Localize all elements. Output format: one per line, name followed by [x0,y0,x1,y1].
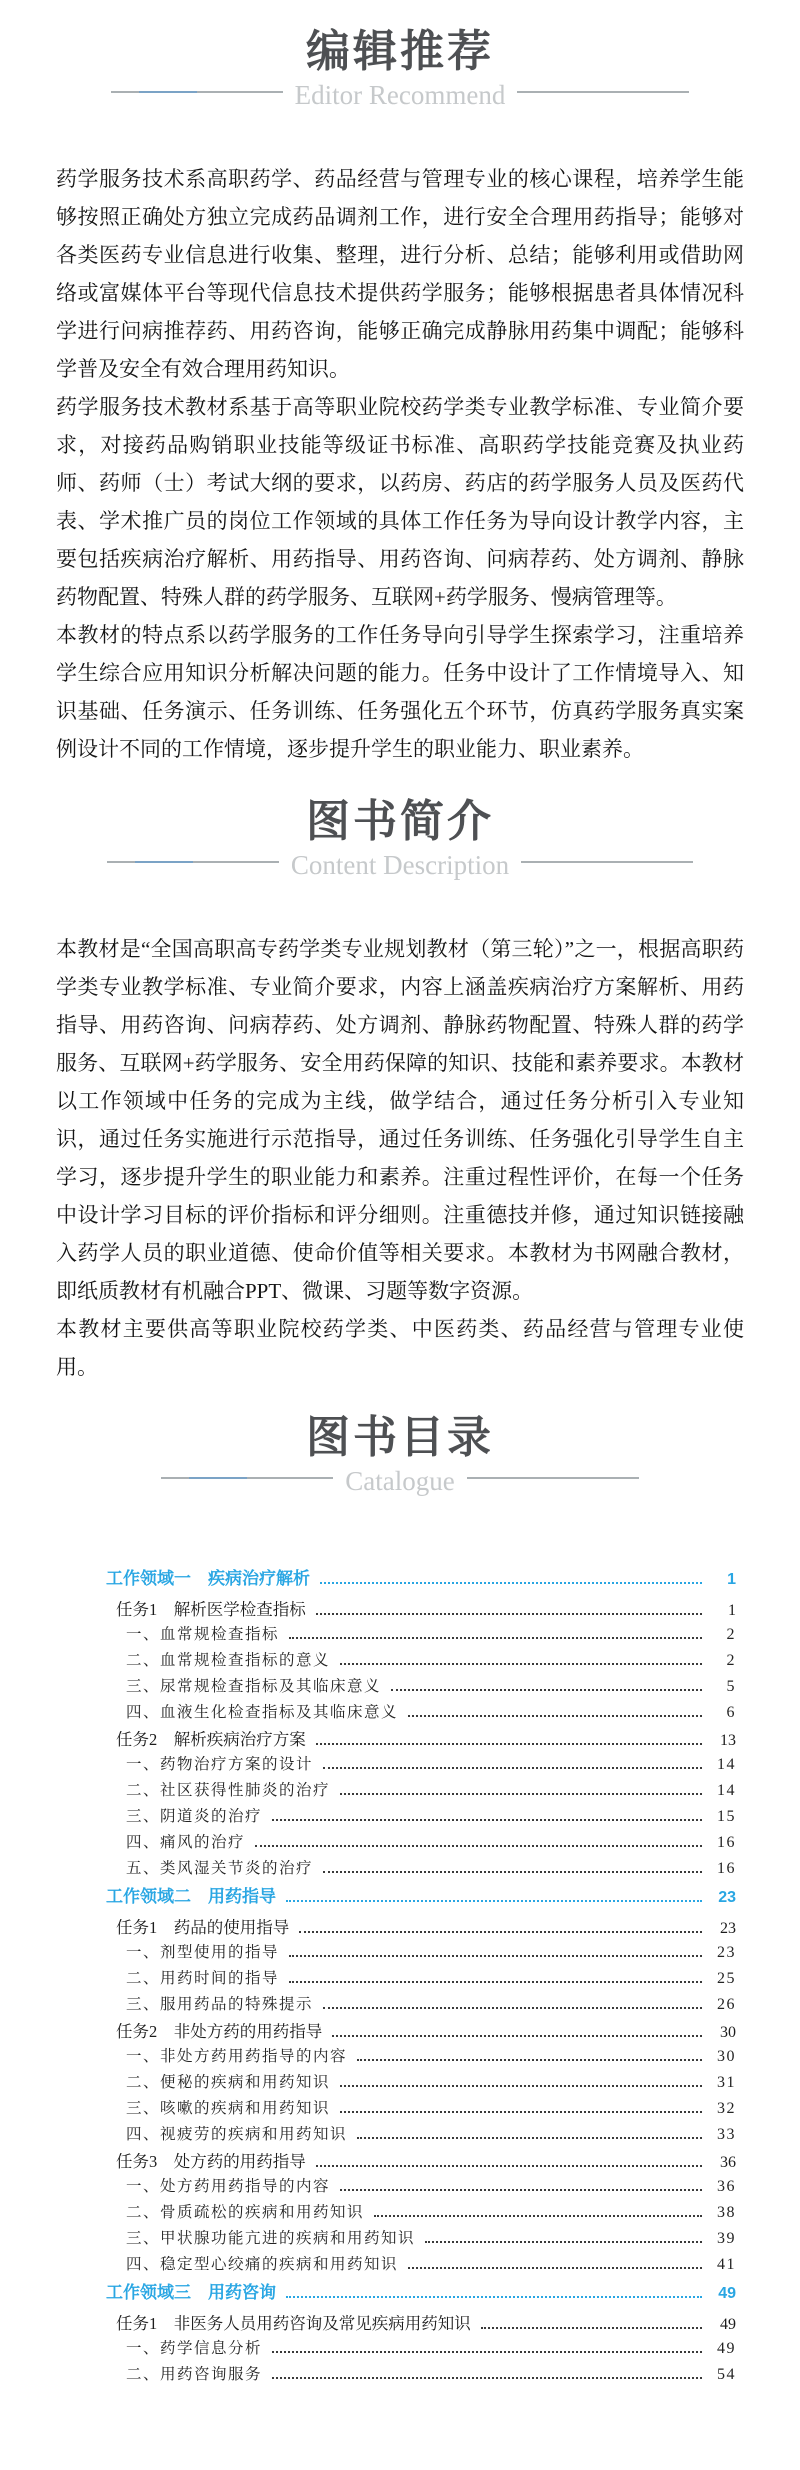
toc-page-number: 49 [720,2316,736,2333]
toc-row [64,1726,736,1752]
toc-leader-dots [425,2241,702,2243]
content-description-header [0,796,800,884]
toc-row [64,1992,736,2018]
toc-entry-label: 五、类风湿关节炎的治疗 [126,1860,314,1877]
toc-leader-dots [289,1955,702,1957]
toc-entry-label: 三、甲状腺功能亢进的疾病和用药知识 [126,2230,416,2247]
toc-row [64,1778,736,1804]
toc-leader-dots [340,2189,702,2191]
divider-line-right [467,1477,639,1479]
toc-page-number: 41 [717,2256,736,2273]
toc-entry-label: 一、药物治疗方案的设计 [126,1756,314,1773]
toc-page-number: 30 [720,2024,736,2041]
toc-leader-dots [272,2377,702,2379]
section-divider-description [0,850,800,884]
toc-leader-dots [289,1637,702,1639]
toc-page-number: 25 [717,1970,736,1987]
toc-entry-label: 三、服用药品的特殊提示 [126,1996,314,2013]
section-title-description: 图书简介 [306,797,494,846]
toc-row [64,2096,736,2122]
toc-entry-label: 二、用药咨询服务 [126,2366,263,2383]
toc-leader-dots [323,1767,702,1769]
toc-row [64,1674,736,1700]
toc-page-number: 36 [720,2154,736,2171]
toc-row [64,1966,736,1992]
toc-leader-dots [340,1793,702,1795]
toc-entry-label: 一、处方药用药指导的内容 [126,2178,331,2195]
toc-page-number: 32 [717,2100,736,2117]
divider-line-left [161,1477,333,1479]
toc-leader-dots [286,1900,702,1902]
toc-entry-label: 工作领域三 用药咨询 [106,2283,276,2302]
toc-entry-label: 任务3 处方药的用药指导 [116,2152,306,2171]
toc-row [64,1564,736,1596]
toc-entry-label: 任务1 药品的使用指导 [116,1918,290,1937]
section-title-editor: 编辑推荐 [306,27,494,76]
toc-entry-label: 任务2 非处方药的用药指导 [116,2022,323,2041]
toc-entry-label: 二、血常规检查指标的意义 [126,1652,331,1669]
toc-entry-label: 四、痛风的治疗 [126,1834,246,1851]
toc-entry-label: 任务2 解析疾病治疗方案 [116,1730,306,1749]
toc-row [64,2310,736,2336]
section-subtitle-catalogue: Catalogue [345,1466,455,1496]
toc-page-number: 16 [717,1834,736,1851]
toc-leader-dots [408,2267,702,2269]
toc-row [64,1856,736,1882]
toc-page-number: 6 [726,1704,736,1721]
editor-recommend-text [56,160,744,768]
toc-row [64,1752,736,1778]
toc-row [64,2174,736,2200]
toc-row [64,2362,736,2388]
toc-row [64,1622,736,1648]
toc-row [64,1830,736,1856]
toc-row [64,1700,736,1726]
toc-entry-label: 任务1 非医务人员用药咨询及常见疾病用药知识 [116,2314,471,2333]
toc-leader-dots [316,1613,702,1615]
toc-leader-dots [481,2327,702,2329]
toc-row [64,1804,736,1830]
section-subtitle-description: Content Description [290,850,510,880]
toc-page-number: 39 [717,2230,736,2247]
toc-leader-dots [323,1871,702,1873]
toc-row [64,2044,736,2070]
toc-entry-label: 三、咳嗽的疾病和用药知识 [126,2100,331,2117]
toc-leader-dots [340,2111,702,2113]
toc-leader-dots [391,1689,702,1691]
toc-page-number: 36 [717,2178,736,2195]
toc-entry-label: 工作领域二 用药指导 [106,1887,276,1906]
toc-row [64,1596,736,1622]
toc-row [64,2018,736,2044]
toc-entry-label: 二、骨质疏松的疾病和用药知识 [126,2204,365,2221]
toc-page-number: 49 [717,2340,736,2357]
toc-row [64,2200,736,2226]
toc-entry-label: 工作领域一 疾病治疗解析 [106,1569,310,1588]
divider-accent-segment [189,1477,247,1479]
toc-page-number: 26 [717,1996,736,2013]
divider-line-right [521,861,693,863]
toc-row [64,1882,736,1914]
toc-entry-label: 任务1 解析医学检查指标 [116,1600,306,1619]
toc-entry-label: 一、血常规检查指标 [126,1626,280,1643]
toc-page-number: 14 [717,1782,736,1799]
toc-entry-label: 三、阴道炎的治疗 [126,1808,263,1825]
toc-leader-dots [272,2351,702,2353]
toc-leader-dots [408,1715,702,1717]
catalogue-header [0,1412,800,1500]
toc-entry-label: 一、非处方药用药指导的内容 [126,2048,348,2065]
toc-list [64,1564,736,2388]
toc-page-number: 14 [717,1756,736,1773]
toc-page-number: 2 [726,1626,736,1643]
paragraph: 药学服务技术系高职药学、药品经营与管理专业的核心课程，培养学生能够按照正确处方独立完成药品调剂工作，进行安全合理用药指导；能够对各类医药专业信息进行收集、整理，进行分析、总结；能够利用或借助网络或富媒体平台等现代信息技术提供药学服务；能够根据患者具体情况科学进行问病推荐药、用药咨询，能够正确完成静脉用药集中调配；能够科学普及安全有效合理用药知识。 [56,167,744,381]
divider-accent-segment [135,861,193,863]
toc-row [64,2336,736,2362]
toc-entry-label: 三、尿常规检查指标及其临床意义 [126,1678,382,1695]
toc-leader-dots [332,2035,702,2037]
toc-entry-label: 一、药学信息分析 [126,2340,263,2357]
toc-leader-dots [374,2215,702,2217]
toc-row [64,1648,736,1674]
toc-leader-dots [320,1582,702,1584]
toc-leader-dots [272,1819,702,1821]
toc-page-number: 5 [726,1678,736,1695]
toc-row [64,1914,736,1940]
toc-leader-dots [299,1931,702,1933]
toc-page-number: 54 [717,2366,736,2383]
toc-entry-label: 二、便秘的疾病和用药知识 [126,2074,331,2091]
toc-leader-dots [316,1743,702,1745]
toc-leader-dots [289,1981,702,1983]
divider-line-right [517,91,689,93]
toc-entry-label: 一、剂型使用的指导 [126,1944,280,1961]
paragraph: 本教材是“全国高职高专药学类专业规划教材（第三轮）”之一，根据高职药学类专业教学标准、专业简介要求，内容上涵盖疾病治疗方案解析、用药指导、用药咨询、问病荐药、处方调剂、静脉药物配置、特殊人群的药学服务、互联网+药学服务、安全用药保障的知识、技能和素养要求。本教材以工作领域中任务的完成为主线，做学结合，通过任务分析引入专业知识，通过任务实施进行示范指导，通过任务训练、任务强化引导学生自主学习，逐步提升学生的职业能力和素养。注重过程性评价，在每一个任务中设计学习目标的评价指标和评分细则。注重德技并修，通过知识链接融入药学人员的职业道德、使命价值等相关要求。本教材为书网融合教材，即纸质教材有机融合PPT、微课、习题等数字资源。 [56,937,744,1303]
toc-page-number: 38 [717,2204,736,2221]
toc-leader-dots [323,2007,702,2009]
toc-page-number: 31 [717,2074,736,2091]
toc-leader-dots [357,2137,702,2139]
toc-row [64,2122,736,2148]
toc-page-number: 1 [728,1602,736,1619]
toc-page-number: 30 [717,2048,736,2065]
toc-leader-dots [316,2165,702,2167]
toc-entry-label: 二、用药时间的指导 [126,1970,280,1987]
divider-line-left [107,861,279,863]
section-divider-catalogue [0,1466,800,1500]
toc-entry-label: 四、视疲劳的疾病和用药知识 [126,2126,348,2143]
toc-leader-dots [255,1845,702,1847]
toc-page-number: 15 [717,1808,736,1825]
toc-row [64,2226,736,2252]
toc-entry-label: 四、稳定型心绞痛的疾病和用药知识 [126,2256,399,2273]
toc-entry-label: 二、社区获得性肺炎的治疗 [126,1782,331,1799]
divider-accent-segment [139,91,197,93]
toc-row [64,2252,736,2278]
toc-leader-dots [340,1663,702,1665]
toc-row [64,2278,736,2310]
toc-page-number: 23 [720,1920,736,1937]
toc-row [64,2070,736,2096]
editor-recommend-header [0,26,800,114]
toc-page-number: 33 [717,2126,736,2143]
toc-leader-dots [357,2059,702,2061]
toc-page-number: 23 [718,1889,736,1906]
toc-page-number: 23 [717,1944,736,1961]
toc-page-number: 16 [717,1860,736,1877]
paragraph: 本教材的特点系以药学服务的工作任务导向引导学生探索学习，注重培养学生综合应用知识分析解决问题的能力。任务中设计了工作情境导入、知识基础、任务演示、任务训练、任务强化五个环节，仿真药学服务真实案例设计不同的工作情境，逐步提升学生的职业能力、职业素养。 [56,623,744,761]
toc-page-number: 1 [727,1571,736,1588]
toc-page-number: 13 [720,1732,736,1749]
toc-page-number: 2 [726,1652,736,1669]
toc-row [64,1940,736,1966]
toc-leader-dots [340,2085,702,2087]
toc-entry-label: 四、血液生化检查指标及其临床意义 [126,1704,399,1721]
divider-line-left [111,91,283,93]
section-subtitle-editor: Editor Recommend [294,80,506,110]
toc-leader-dots [286,2296,702,2298]
paragraph: 药学服务技术教材系基于高等职业院校药学类专业教学标准、专业简介要求，对接药品购销职业技能等级证书标准、高职药学技能竞赛及执业药师、药师（士）考试大纲的要求，以药房、药店的药学服务人员及医药代表、学术推广员的岗位工作领域的具体工作任务为导向设计教学内容，主要包括疾病治疗解析、用药指导、用药咨询、问病荐药、处方调剂、静脉药物配置、特殊人群的药学服务、互联网+药学服务、慢病管理等。 [56,395,744,609]
paragraph: 本教材主要供高等职业院校药学类、中医药类、药品经营与管理专业使用。 [56,1317,744,1379]
section-divider-editor [0,80,800,114]
content-description-text [56,930,744,1386]
toc-row [64,2148,736,2174]
toc-page-number: 49 [718,2285,736,2302]
section-title-catalogue: 图书目录 [306,1413,494,1462]
